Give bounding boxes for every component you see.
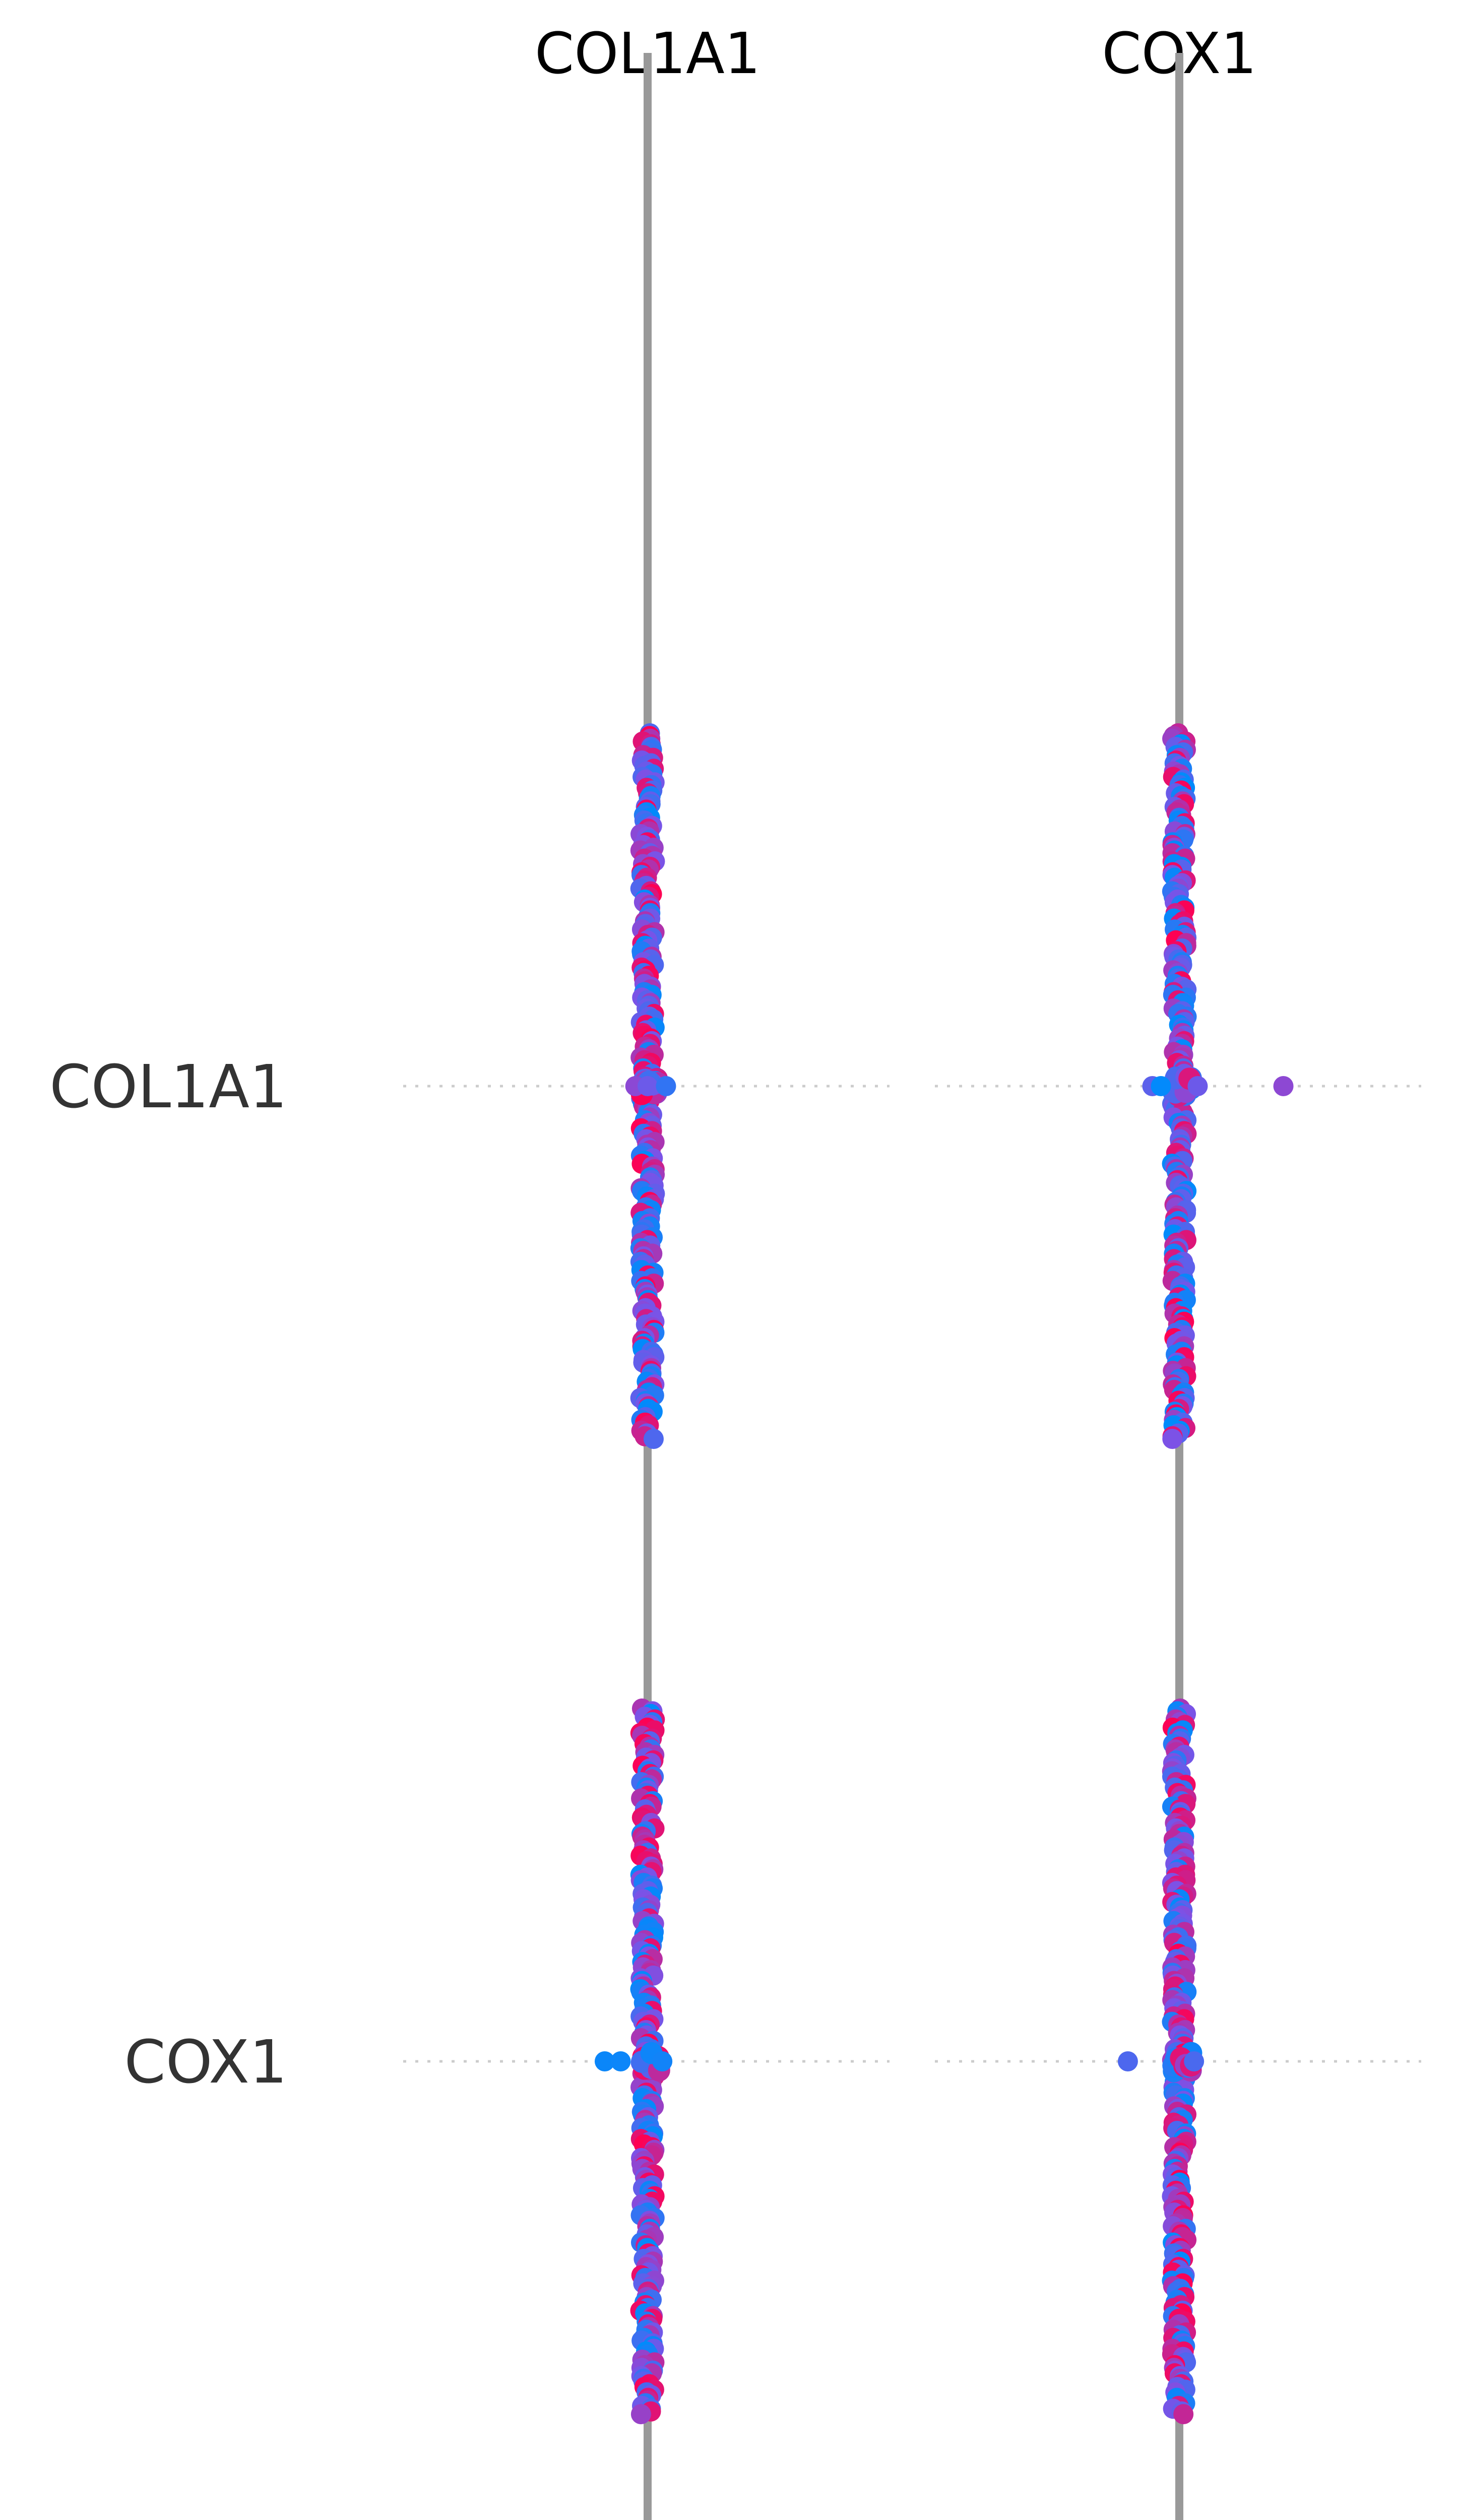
panel-cox1 [935,21,1421,2520]
outlier-point-cox1-cox1 [1184,2051,1204,2071]
point-col1a1-col1a1 [644,1429,664,1449]
point-cox1-col1a1 [1162,1429,1182,1449]
panel-col1a1 [403,21,890,2520]
outlier-point-col1a1-col1a1 [638,1076,658,1096]
point-cox1-cox1 [1173,2404,1193,2424]
outlier-point-col1a1-col1a1 [656,1076,676,1096]
panel-title-col1a1: COL1A1 [535,21,761,87]
outlier-point-cox1-cox1 [1118,2051,1138,2071]
outlier-point-cox1-col1a1 [1274,1076,1294,1096]
outlier-point-col1a1-cox1 [611,2051,631,2071]
row-label-col1a1: COL1A1 [49,1052,287,1121]
row-label-cox1: COX1 [124,2027,287,2097]
point-col1a1-cox1 [631,2404,651,2424]
panel-title-cox1: COX1 [1102,21,1257,87]
outlier-point-col1a1-cox1 [652,2051,672,2071]
outlier-point-cox1-col1a1 [1151,1076,1171,1096]
panels-layer [49,21,1421,2520]
outlier-point-cox1-col1a1 [1187,1076,1208,1096]
